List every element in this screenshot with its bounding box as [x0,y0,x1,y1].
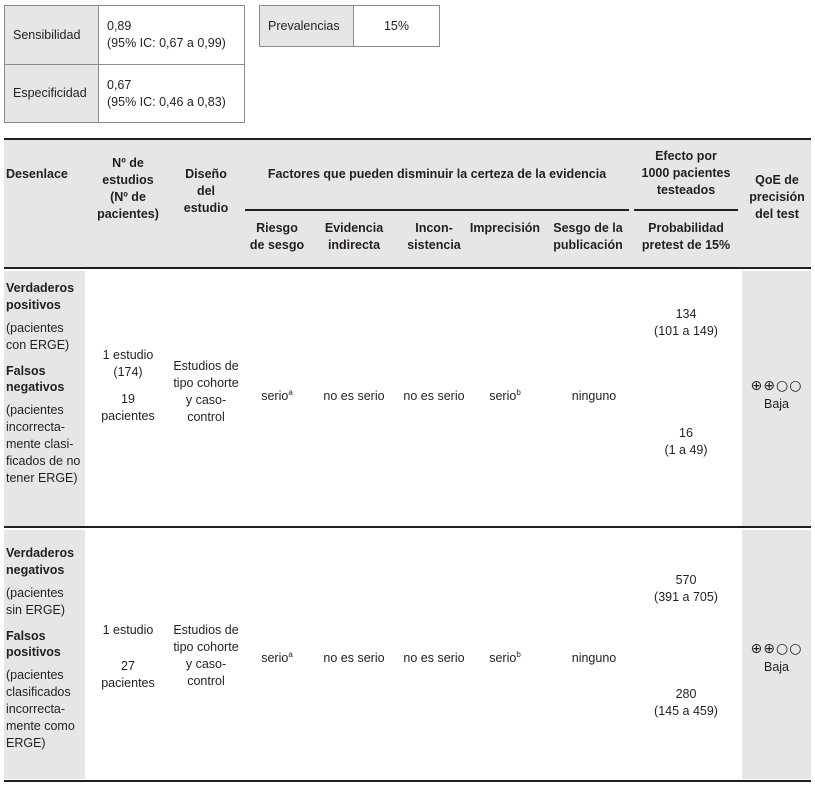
header-desenlace: Desenlace [6,167,68,181]
header-factores: Factores que pueden disminuir la certeza de la evidencia [267,167,607,181]
row1-qoe-label: Baja [763,396,790,411]
row2-outcome: Verdaderos negativos (pacientes sin ERGE) Falsos positivos (pacientes clasificados incorrecta- mente como ERGE) [6,546,75,750]
sensitivity-label: Sensibilidad [5,6,99,64]
header-diseno: Diseño del estudio [183,167,229,215]
row1-effect-fn: 16 (1 a 49) [664,426,708,457]
sensitivity-value: 0,89 [107,19,132,34]
specificity-label: Especificidad [5,65,99,122]
header-imprecision: Imprecisión [469,221,541,235]
row2-inconsistencia: no es serio [403,651,465,665]
prevalence-box [259,5,440,47]
row2-riesgo: serio$^a$ [261,649,293,665]
row-separator [4,526,811,528]
row1-inconsistencia: no es serio [403,389,465,403]
header-riesgo: Riesgo de sesgo [249,221,305,252]
row1-qoe [742,377,811,413]
table-bottom-border [4,780,811,782]
row2-design: Estudios de tipo cohorte y caso- control [173,623,239,688]
specificity-ci: (95% IC: 0,46 a 0,83) [107,94,226,109]
sensitivity-ci: (95% IC: 0,67 a 0,99) [107,36,226,50]
row2-effect-fp: 280 (145 a 459) [654,687,718,718]
row2-evidencia: no es serio [323,651,385,665]
header-inconsistencia: Incon- sistencia [407,221,461,252]
header-efecto: Efecto por 1000 pacientes testeados [641,149,731,197]
row2-qoe [742,640,811,676]
specificity-box [4,64,245,123]
row1-qoe-symbols: ⊕⊕○○ [750,378,803,394]
row1-evidencia: no es serio [323,389,385,403]
row2-effect-tn: 570 (391 a 705) [654,573,718,604]
row2-studies: 1 estudio 27 pacientes [101,623,155,690]
header-probabilidad: Probabilidad pretest de 15% [641,221,731,252]
header-n-estudios: Nº de estudios (Nº de pacientes) [97,156,159,221]
row1-riesgo: serio$^a$ [261,387,293,403]
prevalence-value: 15% [383,18,410,33]
row1-imprecision: serio$^b$ [489,387,521,403]
row1-design: Estudios de tipo cohorte y caso- control [173,359,239,424]
header-evidencia: Evidencia indirecta [324,221,384,252]
effect-divider [634,209,738,211]
header-sesgo-publicacion: Sesgo de la publicación [553,221,623,252]
specificity-value: 0,67 [107,77,132,92]
factors-divider [245,209,629,211]
prevalence-label: Prevalencias [260,6,354,46]
row1-outcome: Verdaderos positivos (pacientes con ERGE) Falsos negativos (pacientes incorrecta- mente clasi- ficados de no tener ERGE) [6,281,81,485]
row2-qoe-symbols: ⊕⊕○○ [750,641,803,657]
row1-studies: 1 estudio (174) 19 pacientes [101,348,155,423]
specificity-value-cell [99,65,244,122]
row2-imprecision: serio$^b$ [489,649,521,665]
sensitivity-value-cell [99,6,244,64]
row1-sesgo: ninguno [571,389,617,403]
header-qoe: QoE de precisión del test [749,173,805,221]
row1-effect-tp: 134 (101 a 149) [654,307,718,338]
row2-qoe-label: Baja [763,659,790,674]
row2-sesgo: ninguno [571,651,617,665]
sensitivity-box [4,5,245,65]
